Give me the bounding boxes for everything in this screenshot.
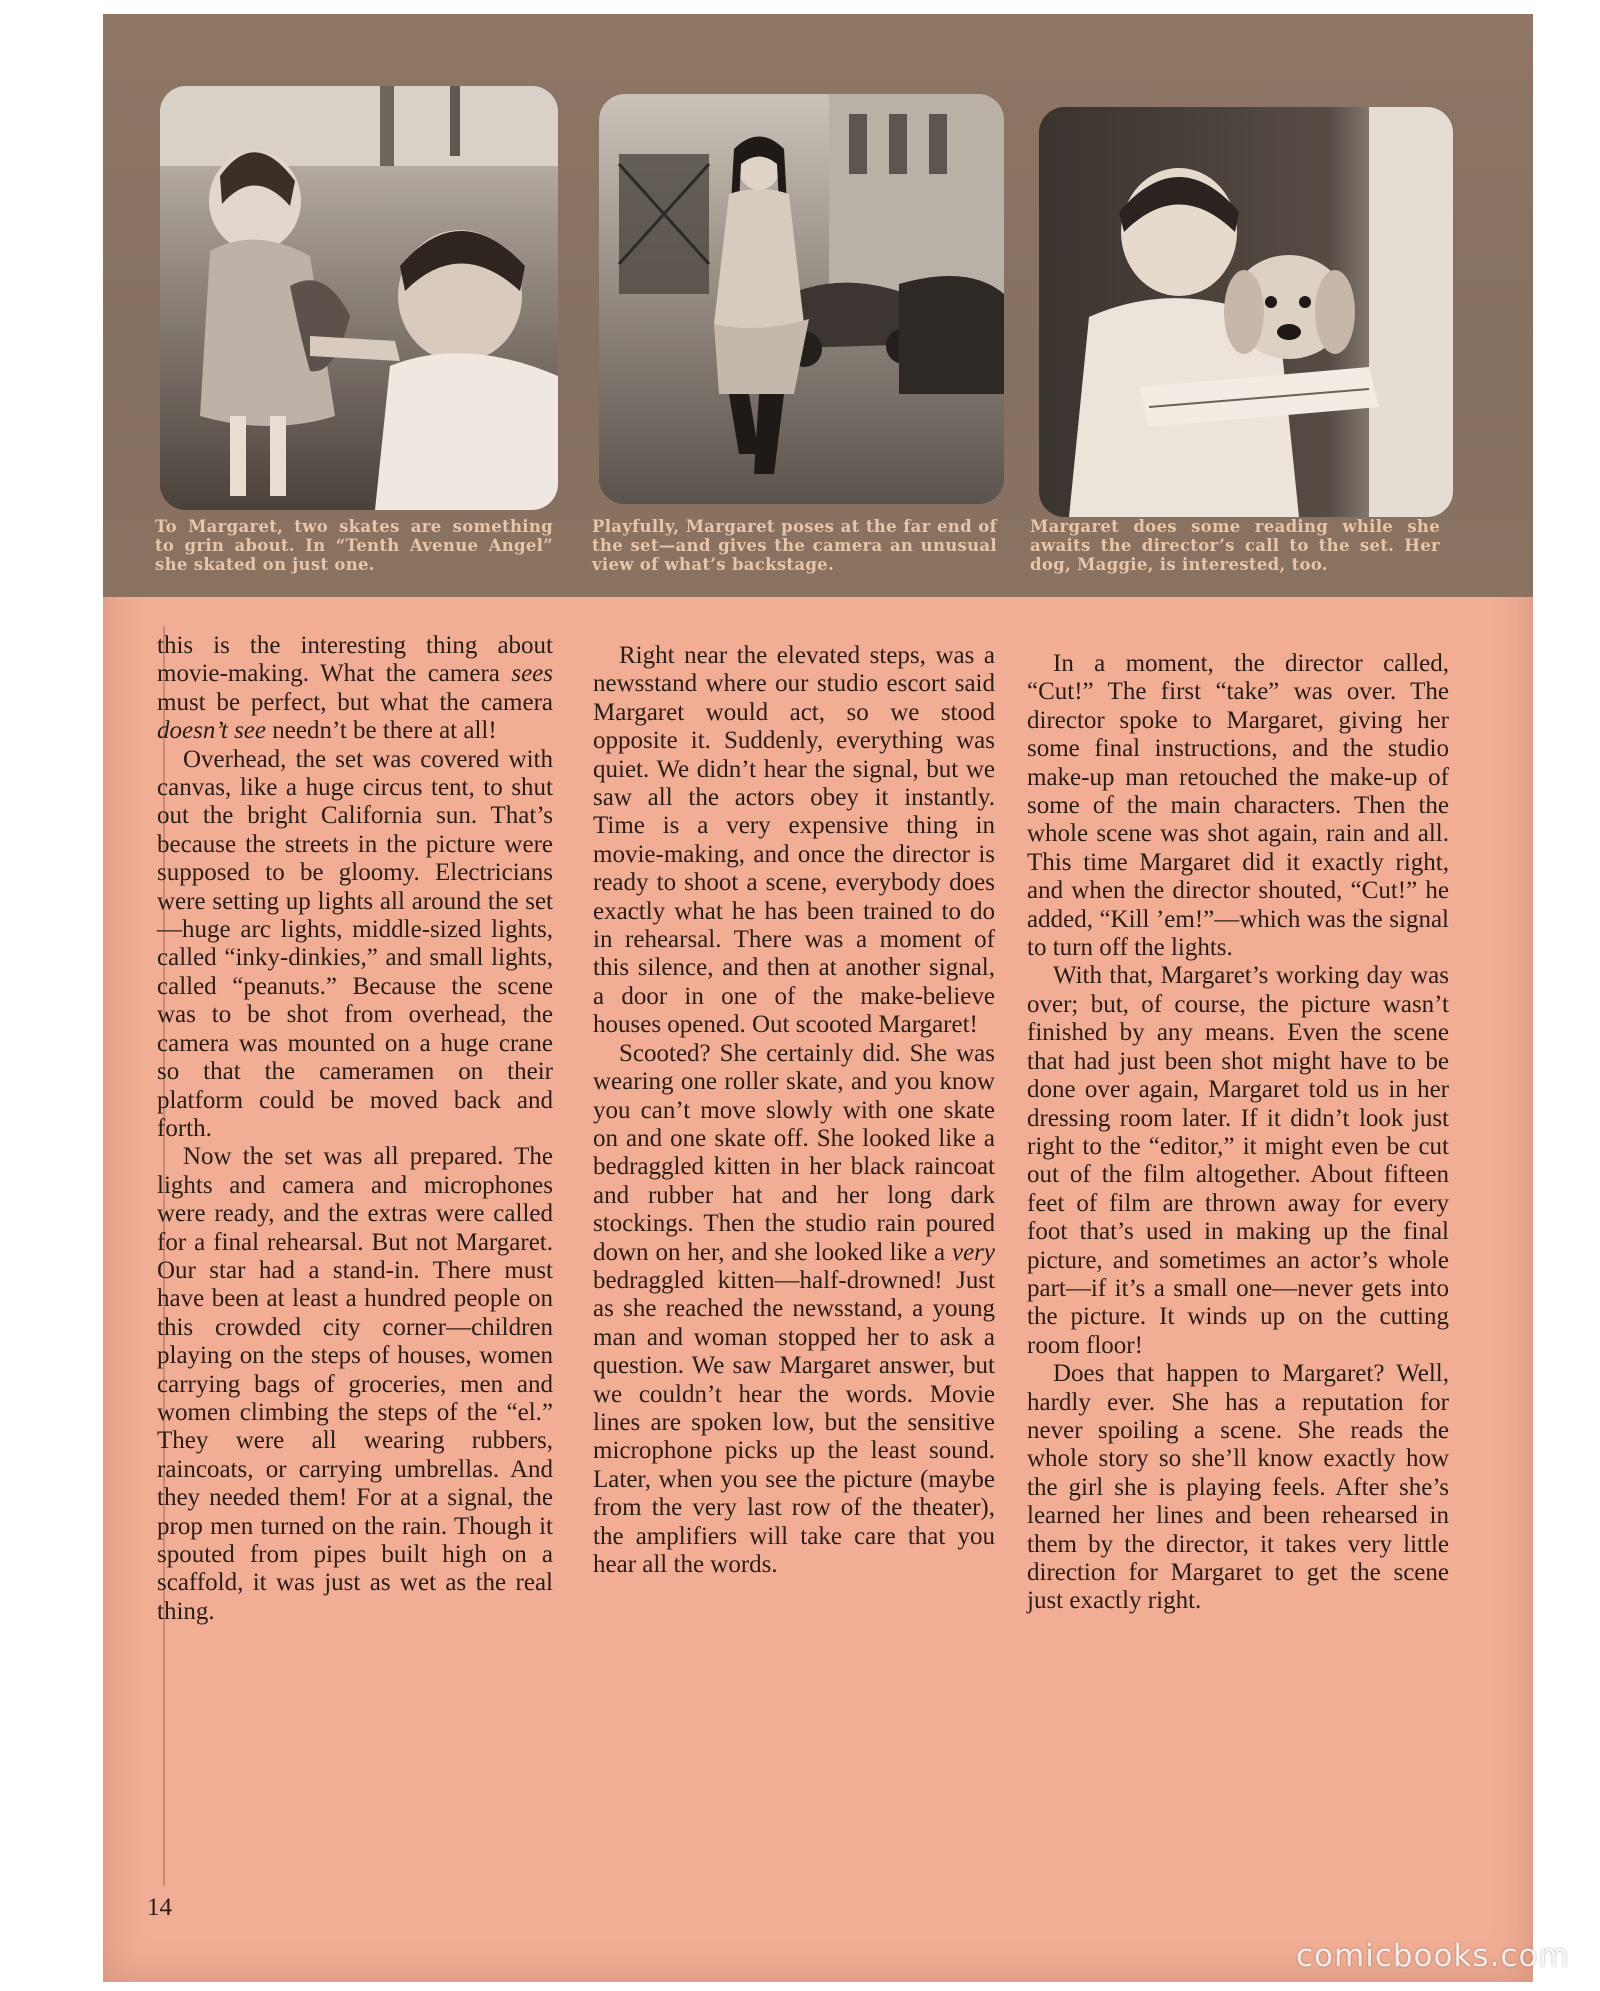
page-number: 14 — [147, 1894, 172, 1921]
paragraph — [593, 1040, 995, 1580]
paragraph: Does that happen to Margaret? Well, hardly ever. She has a reputation for never spoiling a scene. She reads the whole story so she’ll know exactly how the girl she is playing feels. After she’s learned her lines and been rehearsed in them by the director, it takes very little direction for Margaret to get the scene just exactly right. — [1027, 1360, 1449, 1615]
text-column-3 — [1027, 650, 1449, 1616]
italic-text: sees — [511, 660, 553, 688]
text-run: Scooted? She certainly did. She was wearing one roller skate, and you know you can’t move slowly with one skate on and one skate off. She looked like a bedraggled kitten in her black raincoat and rubber hat and her long dark stockings. Then the studio rain poured down on her, and she looked like a — [593, 1039, 995, 1266]
paragraph: With that, Margaret’s working day was over; but, of course, the picture wasn’t finished by any means. Even the scene that had just been shot might have to be done over again, Margaret told us in her dressing room later. If it didn’t look just right to the “editor,” it might even be cut out of the film altogether. About fifteen feet of film are thrown away for every foot that’s used in making up the final picture, and sometimes an actor’s whole part—if it’s a small one—never gets into the picture. It winds up on the cutting room floor! — [1027, 962, 1449, 1359]
text-run: needn’t be there at all! — [266, 717, 497, 745]
text-run: must be perfect, but what the camera — [157, 688, 553, 716]
photo-girl-reading-with-dog — [1039, 107, 1453, 517]
photo-girl-on-street-set — [599, 94, 1004, 504]
paragraph: Right near the elevated steps, was a newsstand where our studio escort said Margaret would act, so we stood opposite it. Suddenly, everything was quiet. We didn’t hear the signal, but we saw all the actors obey it instantly. Time is a very expensive thing in movie-making, and once the director is ready to shoot a scene, everybody does exactly what he has been trained to do in rehearsal. There was a moment of this silence, and then at another signal, a door in one of the make-believe houses opened. Out scooted Margaret! — [593, 642, 995, 1039]
paragraph: Now the set was all prepared. The lights and camera and microphones were ready, and the extras were called for a final rehearsal. But not Margaret. Our star had a stand-in. There must have been at least a hundred people on this crowded city corner—children playing on the steps of houses, women carrying bags of groceries, men and women climbing the steps of the “el.” They were all wearing rubbers, raincoats, or carrying umbrellas. And they needed them! For at a signal, the prop men turned on the rain. Though it spouted from pipes built high on a scaffold, it was just as wet as the real thing. — [157, 1143, 553, 1625]
italic-text: very — [951, 1238, 995, 1266]
site-watermark: comicbooks.com — [1296, 1938, 1570, 1974]
text-column-2 — [593, 642, 995, 1579]
italic-text: doesn’t see — [157, 717, 266, 745]
photo-girl-with-skates — [160, 86, 558, 510]
text-run: bedraggled kitten—half-drowned! Just as she reached the newsstand, a young man and woman stopped her to ask a question. We saw Margaret answer, but we couldn’t hear the words. Movie lines are spoken low, but the sensitive microphone picks up the least sound. Later, when you see the picture (maybe from the very last row of the theater), the amplifiers will take care that you hear all the words. — [593, 1266, 995, 1578]
text-column-1 — [157, 632, 553, 1626]
photo-band — [103, 14, 1533, 597]
photo-caption-1: To Margaret, two skates are something to grin about. In “Tenth Avenue Angel” she skated on just one. — [155, 517, 553, 574]
photo-girl-with-skates-image — [160, 86, 558, 510]
photo-girl-on-street-set-image — [599, 94, 1004, 504]
photo-caption-3: Margaret does some reading while she awaits the director’s call to the set. Her dog, Maggie, is interested, too. — [1030, 517, 1440, 574]
text-run: this is the interesting thing about movie-making. What the camera — [157, 632, 553, 688]
paragraph: In a moment, the director called, “Cut!” The first “take” was over. The director spoke to Margaret, giving her some final instructions, and the studio make-up man retouched the make-up of some of the main characters. Then the whole scene was shot again, rain and all. This time Margaret did it exactly right, and when the director shouted, “Cut!” he added, “Kill ’em!”—which was the signal to turn off the lights. — [1027, 650, 1449, 962]
photo-girl-reading-with-dog-image — [1039, 107, 1453, 517]
magazine-page — [103, 14, 1533, 1982]
paragraph — [157, 632, 553, 746]
photo-caption-2: Playfully, Margaret poses at the far end of the set—and gives the camera an unusual view of what’s backstage. — [592, 517, 997, 574]
paragraph: Overhead, the set was covered with canvas, like a huge circus tent, to shut out the bright California sun. That’s because the streets in the picture were supposed to be gloomy. Electricians were setting up lights all around the set—huge arc lights, middle-sized lights, called “inky-dinkies,” and small lights, called “peanuts.” Because the scene was to be shot from overhead, the camera was mounted on a huge crane so that the cameramen on their platform could be moved back and forth. — [157, 745, 553, 1142]
